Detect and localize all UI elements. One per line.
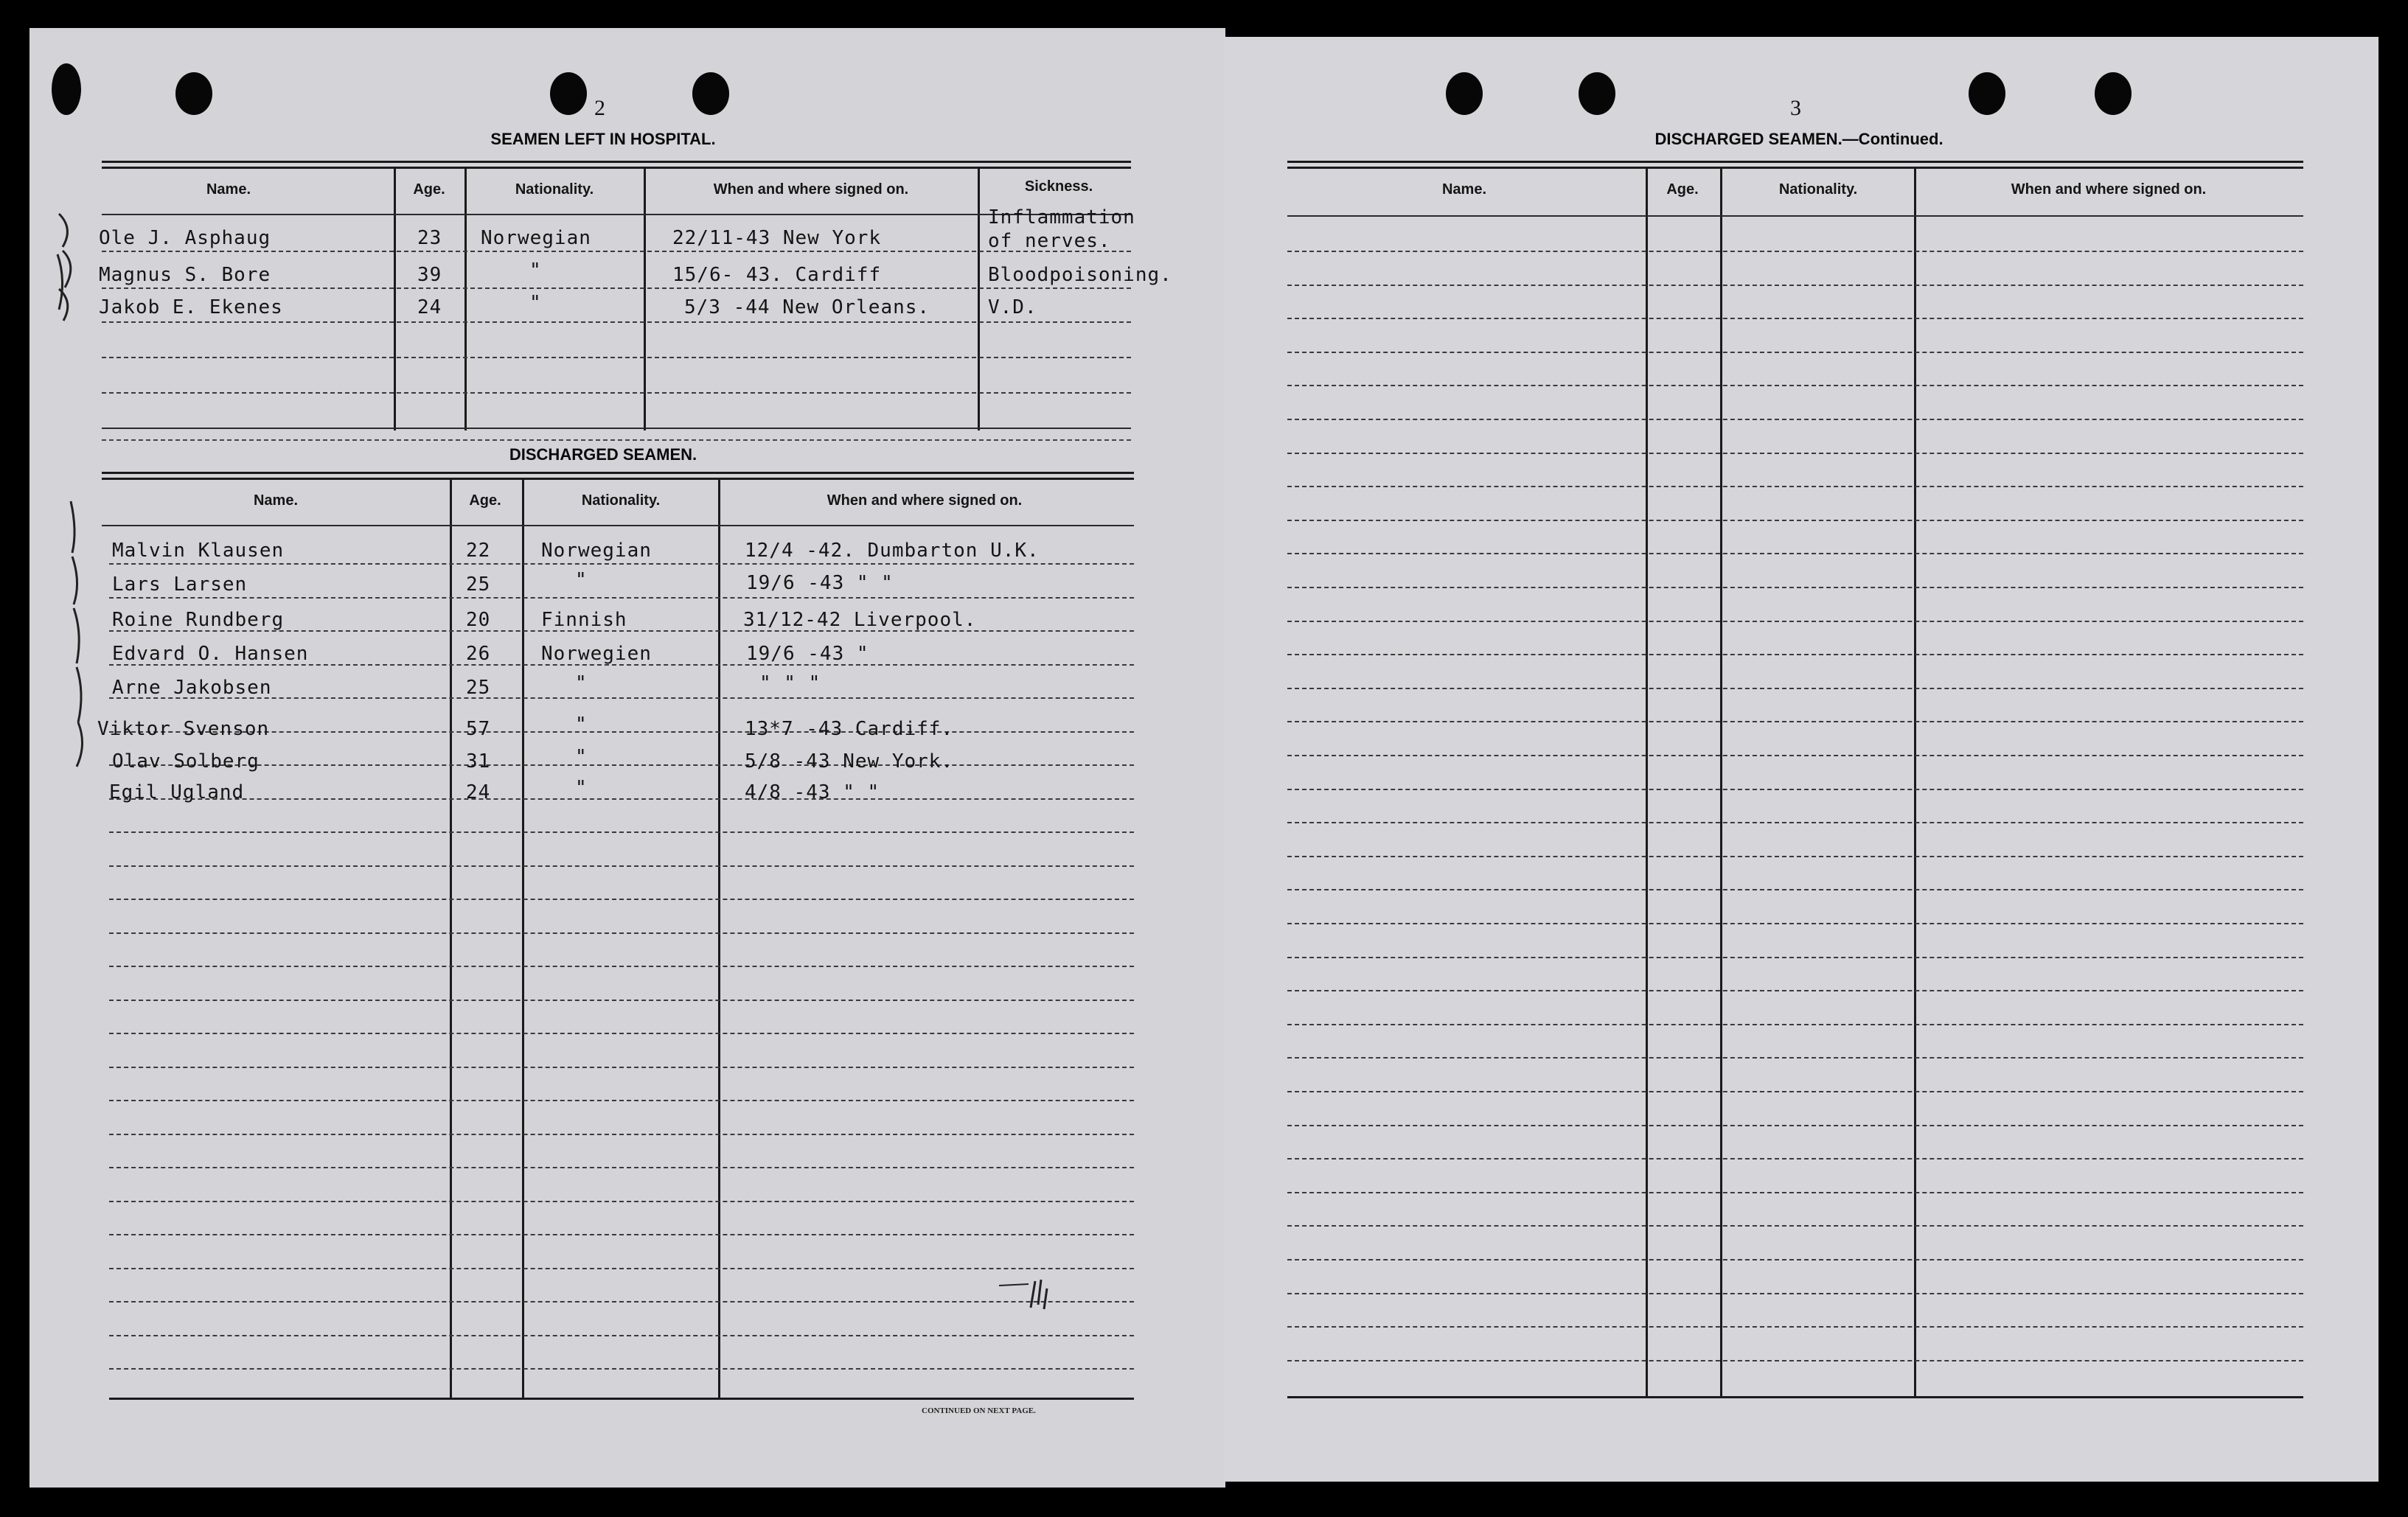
column-divider: [718, 478, 720, 1398]
hospital-title: SEAMEN LEFT IN HOSPITAL.: [490, 130, 716, 148]
row-line: [1287, 721, 2303, 722]
column-divider: [522, 478, 524, 1398]
table-row-name: Magnus S. Bore: [99, 264, 271, 286]
row-line: [1287, 587, 2303, 588]
row-line: [1287, 755, 2303, 756]
row-line: [109, 1000, 1134, 1001]
table-row-signed-on: 15/6- 43. Cardiff: [672, 264, 882, 286]
column-divider: [644, 167, 646, 430]
table-row-name: Egil Ugland: [109, 781, 245, 803]
row-line: [109, 1201, 1134, 1202]
table-bottom-rule: [102, 428, 1131, 429]
table-row-nationality: Finnish: [541, 609, 627, 631]
row-line: [1287, 822, 2303, 823]
row-line: [109, 1335, 1134, 1336]
table-row-nationality: Norwegien: [541, 643, 652, 665]
table-row-age: 25: [466, 573, 491, 596]
punch-hole: [1579, 72, 1615, 115]
row-line: [1287, 990, 2303, 991]
header-age: Age.: [1666, 181, 1699, 198]
table-row-age: 57: [466, 718, 491, 740]
row-line: [1287, 957, 2303, 958]
column-divider: [978, 167, 980, 430]
row-line: [102, 251, 1131, 252]
page-number: 3: [1790, 96, 1801, 120]
row-line: [109, 1134, 1134, 1135]
row-line: [1287, 688, 2303, 689]
row-line: [109, 1067, 1134, 1068]
table-row-sickness-cont: of nerves.: [988, 230, 1111, 252]
row-line: [109, 1234, 1134, 1235]
row-line: [102, 321, 1131, 323]
row-line: [1287, 856, 2303, 857]
table-row-age: 39: [417, 264, 442, 286]
row-line: [109, 764, 1134, 766]
handwritten-checkmarks: [44, 206, 111, 796]
header-name: Name.: [253, 492, 299, 509]
row-line: [109, 798, 1134, 800]
table-row-nationality: ": [575, 777, 588, 799]
header-age: Age.: [413, 181, 445, 198]
table-row-signed-on: 31/12-42 Liverpool.: [743, 609, 977, 631]
row-line: [109, 1100, 1134, 1101]
header-age: Age.: [469, 492, 501, 509]
table-row-name: Malvin Klausen: [112, 540, 285, 562]
table-row-sickness: V.D.: [988, 296, 1037, 318]
row-line: [1287, 1158, 2303, 1159]
table-row-sickness: Inflammation: [988, 206, 1135, 229]
table-row-name: Edvard O. Hansen: [112, 643, 309, 665]
table-row-signed-on: 5/3 -44 New Orleans.: [684, 296, 930, 318]
row-line: [1287, 889, 2303, 890]
row-line: [1287, 385, 2303, 386]
row-line: [1287, 486, 2303, 487]
header-rule: [102, 525, 1134, 526]
punch-hole: [52, 63, 81, 115]
row-line: [102, 287, 1131, 289]
table-row-nationality: ": [529, 292, 542, 314]
table-row-nationality: Norwegian: [481, 227, 591, 249]
row-line: [1287, 419, 2303, 420]
row-line: [109, 831, 1134, 833]
row-line: [1287, 285, 2303, 286]
table-top-rule: [102, 161, 1131, 163]
row-line: [1287, 453, 2303, 454]
table-row-signed-on: 5/8 -43 New York.: [745, 750, 954, 773]
table-row-age: 24: [466, 781, 491, 803]
table-top-rule: [102, 472, 1134, 474]
header-signed-on: When and where signed on.: [827, 492, 1023, 509]
table-row-age: 23: [417, 227, 442, 249]
column-divider: [450, 478, 452, 1398]
row-line: [1287, 1091, 2303, 1092]
right-page: [1224, 37, 2379, 1482]
row-line: [1287, 553, 2303, 554]
table-bottom-rule: [1287, 1396, 2303, 1398]
header-nationality: Nationality.: [1778, 181, 1858, 198]
continued-note: CONTINUED ON NEXT PAGE.: [922, 1406, 1036, 1415]
column-divider: [394, 167, 396, 430]
row-line: [109, 1368, 1134, 1370]
header-signed-on: When and where signed on.: [713, 181, 909, 198]
table-row-age: 26: [466, 643, 491, 665]
table-row-name: Arne Jakobsen: [112, 677, 272, 699]
table-row-signed-on: 19/6 -43 " ": [746, 572, 894, 594]
row-line: [109, 966, 1134, 967]
discharged-title: DISCHARGED SEAMEN.: [509, 445, 697, 464]
table-top-rule: [102, 478, 1134, 480]
table-row-age: 22: [466, 540, 491, 562]
table-row-age: 31: [466, 750, 491, 773]
table-row-signed-on: 12/4 -42. Dumbarton U.K.: [745, 540, 1040, 562]
table-row-nationality: Norwegian: [541, 540, 652, 562]
table-bottom-rule: [109, 1398, 1134, 1400]
row-line: [109, 563, 1134, 565]
row-line: [102, 357, 1131, 358]
table-row-name: Jakob E. Ekenes: [99, 296, 283, 318]
punch-hole: [550, 72, 587, 115]
table-row-nationality: ": [575, 569, 588, 591]
table-row-age: 24: [417, 296, 442, 318]
row-line: [1287, 1293, 2303, 1294]
punch-hole: [2095, 72, 2132, 115]
header-rule: [1287, 215, 2303, 217]
row-line: [1287, 1360, 2303, 1361]
row-line: [1287, 1326, 2303, 1328]
row-line: [1287, 1192, 2303, 1193]
handwritten-mark: [995, 1275, 1084, 1319]
table-row-name: Viktor Svenson: [97, 718, 270, 740]
table-row-nationality: ": [529, 259, 542, 282]
page-number: 2: [594, 96, 605, 120]
table-row-name: Ole J. Asphaug: [99, 227, 271, 249]
column-divider: [464, 167, 467, 430]
table-top-rule: [1287, 167, 2303, 169]
table-row-age: 25: [466, 677, 491, 699]
row-line: [1287, 1057, 2303, 1059]
row-line: [1287, 318, 2303, 319]
table-row-nationality: ": [575, 672, 588, 694]
row-line: [1287, 654, 2303, 655]
table-row-age: 20: [466, 609, 491, 631]
header-signed-on: When and where signed on.: [2011, 181, 2207, 198]
table-top-rule: [1287, 161, 2303, 163]
row-line: [109, 1268, 1134, 1269]
row-line: [109, 597, 1134, 599]
punch-hole: [175, 72, 212, 115]
row-line: [109, 1033, 1134, 1034]
table-row-signed-on: " " ": [759, 672, 821, 694]
row-line: [1287, 1259, 2303, 1260]
table-row-signed-on: 13*7 -43 Cardiff.: [745, 718, 954, 740]
row-line: [1287, 621, 2303, 622]
table-row-nationality: ": [575, 746, 588, 768]
punch-hole: [1446, 72, 1483, 115]
header-sickness: Sickness.: [1024, 178, 1093, 195]
table-row-signed-on: 22/11-43 New York: [672, 227, 882, 249]
table-row-name: Roine Rundberg: [112, 609, 285, 631]
header-nationality: Nationality.: [515, 181, 594, 198]
row-line: [1287, 1225, 2303, 1227]
table-row-name: Lars Larsen: [112, 573, 248, 596]
header-name: Name.: [1441, 181, 1487, 198]
row-line: [109, 865, 1134, 867]
row-line: [1287, 352, 2303, 353]
table-row-name: Olav Solberg: [112, 750, 260, 773]
discharged-continued-title: DISCHARGED SEAMEN.—Continued.: [1654, 130, 1944, 148]
table-row-sickness: Bloodpoisoning.: [988, 264, 1172, 286]
table-row-signed-on: 4/8 -43 " ": [745, 781, 880, 803]
row-line: [109, 1167, 1134, 1168]
header-rule: [102, 214, 1131, 215]
table-top-rule: [102, 167, 1131, 169]
table-row-nationality: ": [575, 714, 588, 736]
table-row-signed-on: 19/6 -43 ": [746, 643, 869, 665]
header-name: Name.: [206, 181, 251, 198]
header-nationality: Nationality.: [581, 492, 661, 509]
row-line: [1287, 1125, 2303, 1126]
row-line: [102, 392, 1131, 394]
row-line: [1287, 251, 2303, 252]
row-line: [1287, 520, 2303, 521]
section-divider: [102, 439, 1131, 441]
row-line: [109, 932, 1134, 934]
row-line: [1287, 923, 2303, 924]
punch-hole: [1969, 72, 2005, 115]
row-line: [1287, 789, 2303, 790]
row-line: [109, 1301, 1134, 1302]
row-line: [109, 899, 1134, 900]
punch-hole: [692, 72, 729, 115]
row-line: [1287, 1024, 2303, 1025]
